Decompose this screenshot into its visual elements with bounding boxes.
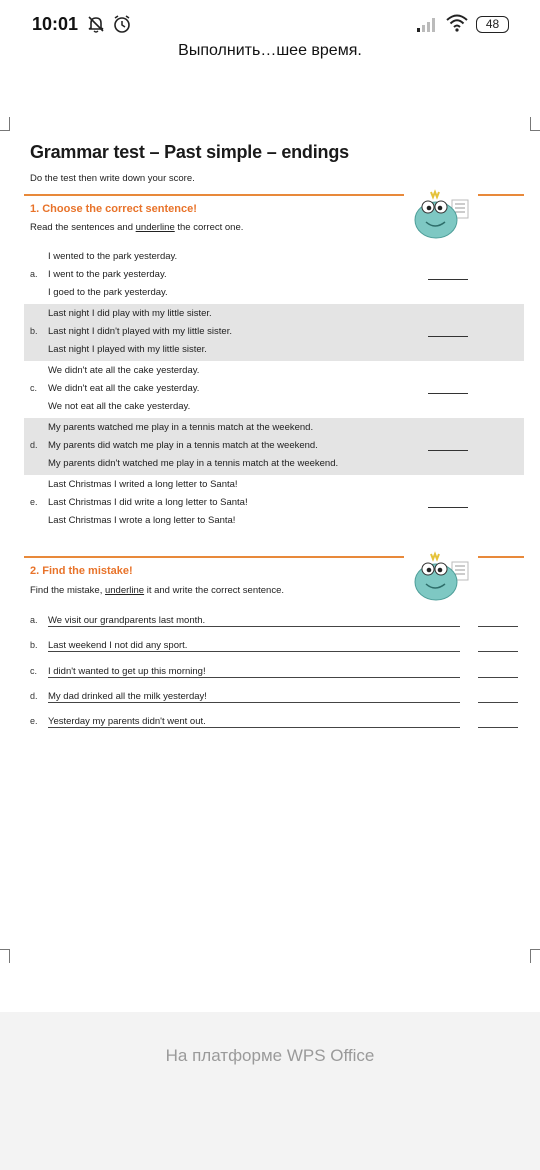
mistake-item-e [30,716,520,730]
mistake-sentence[interactable]: I didn't wanted to get up this morning! [48,666,206,677]
mistake-item-b [30,640,520,654]
signal-icon [416,16,438,37]
section-1-instruction: Read the sentences and underline the correct one. [30,222,244,233]
section-divider [24,194,404,196]
page-corner-mark [530,117,540,131]
answer-option[interactable]: My parents didn't watched me play in a tennis match at the weekend. [48,458,339,469]
answer-option[interactable]: Last Christmas I wrote a long letter to Santa! [48,515,236,526]
alarm-icon [112,14,132,39]
correction-line[interactable] [48,702,460,703]
correction-line[interactable] [48,651,460,652]
worksheet-subtitle: Do the test then write down your score. [30,173,195,184]
correction-line[interactable] [48,677,460,678]
correction-line[interactable] [48,626,460,627]
question-letter: c. [30,383,38,393]
answer-option[interactable]: We didn't ate all the cake yesterday. [48,365,200,376]
section-divider [24,556,404,558]
page-corner-mark [0,949,10,963]
question-letter: d. [30,440,38,450]
question-letter: d. [30,691,38,701]
section-divider [478,556,524,558]
question-group-e [24,475,524,532]
answer-blank[interactable] [478,727,518,728]
bell-off-icon [86,14,106,39]
answer-option[interactable]: I goed to the park yesterday. [48,287,168,298]
answer-option[interactable]: I wented to the park yesterday. [48,251,178,262]
question-letter: c. [30,666,38,676]
question-letter: b. [30,326,38,336]
answer-option[interactable]: Last night I played with my little sister. [48,344,207,355]
mistake-item-a [30,615,520,629]
answer-option[interactable]: We didn't eat all the cake yesterday. [48,383,200,394]
section-2-instruction: Find the mistake, underline it and write the correct sentence. [30,585,285,596]
mistake-sentence[interactable]: Last weekend I not did any sport. [48,640,188,651]
question-group-b [24,304,524,361]
mistake-sentence[interactable]: We visit our grandparents last month. [48,615,206,626]
question-group-a [24,247,524,304]
mistake-item-d [30,691,520,705]
page-corner-mark [0,117,10,131]
answer-option[interactable]: Last night I didn't played with my little sister. [48,326,232,337]
answer-blank[interactable] [428,450,468,451]
worksheet-title: Grammar test – Past simple – endings [30,142,349,162]
answer-blank[interactable] [428,336,468,337]
monster-mascot-icon [410,188,474,247]
answer-blank[interactable] [478,626,518,627]
mistake-sentence[interactable]: My dad drinked all the milk yesterday! [48,691,207,702]
answer-option[interactable]: We not eat all the cake yesterday. [48,401,191,412]
answer-option[interactable]: My parents watched me play in a tennis match at the weekend. [48,422,314,433]
answer-blank[interactable] [428,507,468,508]
wps-platform-label: На платформе WPS Office [165,1046,375,1065]
answer-option[interactable]: Last Christmas I did write a long letter to Santa! [48,497,248,508]
answer-option[interactable]: Last night I did play with my little sister. [48,308,212,319]
section-2-title: 2. Find the mistake! [30,565,133,577]
section-divider [478,194,524,196]
mistake-sentence[interactable]: Yesterday my parents didn't went out. [48,716,206,727]
question-letter: a. [30,615,38,625]
answer-option[interactable]: I went to the park yesterday. [48,269,167,280]
footer [0,1012,540,1170]
status-bar [0,0,540,46]
question-letter: b. [30,640,38,650]
answer-blank[interactable] [478,702,518,703]
question-letter: e. [30,497,38,507]
question-letter: a. [30,269,38,279]
mistake-item-c [30,666,520,680]
correction-line[interactable] [48,727,460,728]
answer-blank[interactable] [428,279,468,280]
section-1-title: 1. Choose the correct sentence! [30,203,197,215]
answer-blank[interactable] [478,651,518,652]
question-group-d [24,418,524,475]
battery-icon: 48 [476,16,509,33]
wifi-icon [446,14,468,37]
answer-blank[interactable] [428,393,468,394]
answer-option[interactable]: My parents did watch me play in a tennis match at the weekend. [48,440,318,451]
answer-option[interactable]: Last Christmas I writed a long letter to Santa! [48,479,238,490]
question-group-c [24,361,524,418]
page-corner-mark [530,949,540,963]
answer-blank[interactable] [478,677,518,678]
document-title: Выполнить…шее время. [178,42,362,59]
question-letter: e. [30,716,38,726]
status-time: 10:01 [32,14,79,34]
monster-mascot-icon [410,550,474,609]
